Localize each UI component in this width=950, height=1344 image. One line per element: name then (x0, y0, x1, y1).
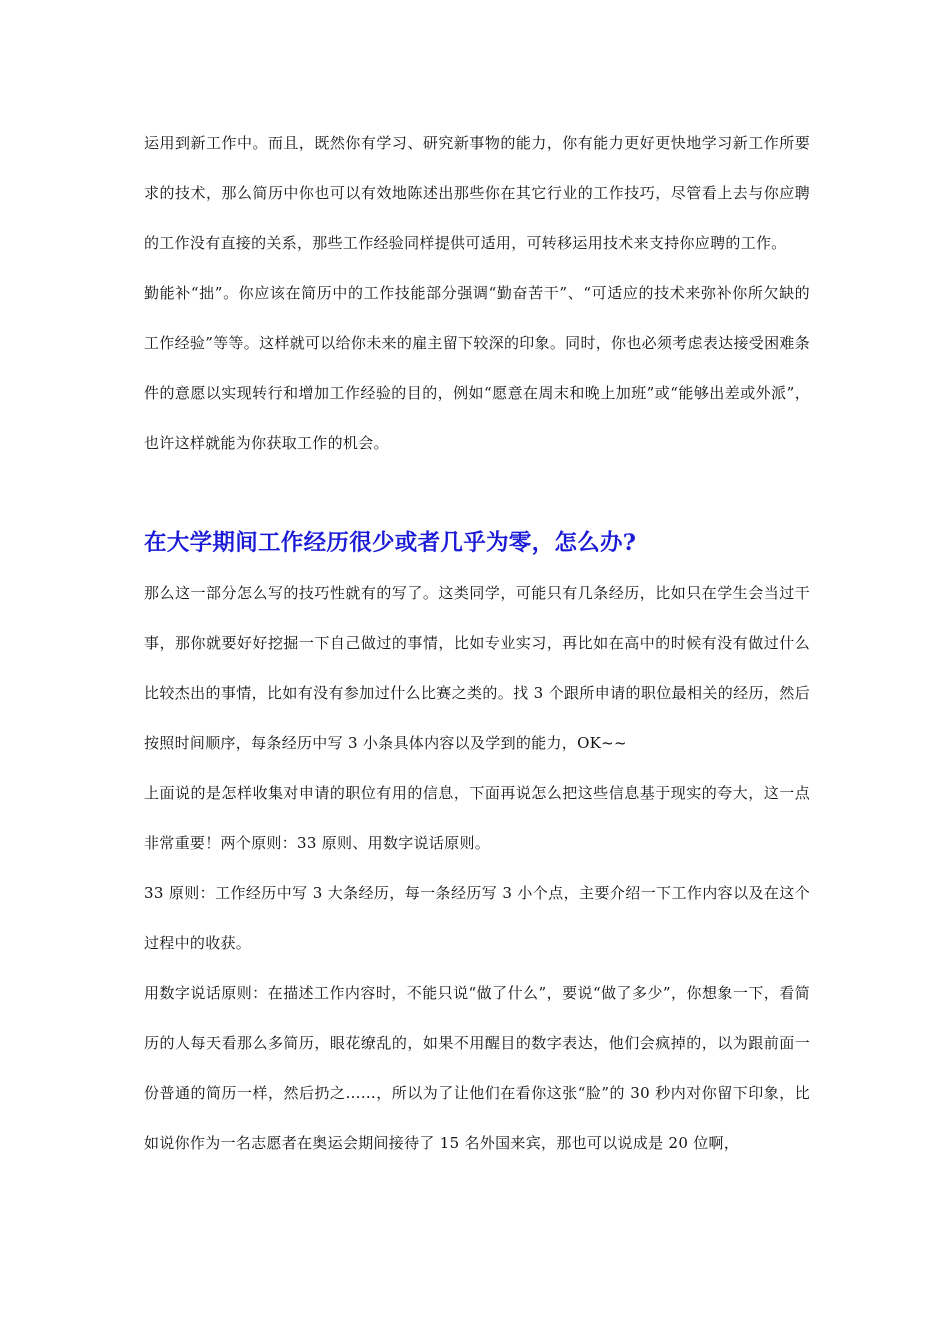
paragraph-few-experiences: 那么这一部分怎么写的技巧性就有的写了。这类同学，可能只有几条经历，比如只在学生会当过干事，那你就要好好挖掘一下自己做过的事情，比如专业实习，再比如在高中的时候有没有做过什么比较杰出的事情，比如有没有参加过什么比赛之类的。找 3 个跟所申请的职位最相关的经历，然后按照时间顺序，每条经历中写 3 小条具体内容以及学到的能力，OK~~ (144, 584, 810, 752)
paragraph-transferable-skills: 运用到新工作中。而且，既然你有学习、研究新事物的能力，你有能力更好更快地学习新工作所要求的技术，那么简历中你也可以有效地陈述出那些你在其它行业的工作技巧，尽管看上去与你应聘的工作没有直接的关系，那些工作经验同样提供可适用，可转移运用技术来支持你应聘的工作。 (144, 134, 810, 252)
section-spacer (144, 468, 810, 518)
paragraph-33-principle: 33 原则：工作经历中写 3 大条经历，每一条经历写 3 小个点，主要介绍一下工作内容以及在这个过程中的收获。 (144, 884, 810, 952)
document-body (144, 118, 810, 1168)
paragraph-two-principles: 上面说的是怎样收集对申请的职位有用的信息，下面再说怎么把这些信息基于现实的夸大，这一点非常重要！两个原则：33 原则、用数字说话原则。 (144, 784, 810, 852)
section-heading: 在大学期间工作经历很少或者几乎为零，怎么办? (144, 530, 637, 556)
paragraph-diligence: 勤能补“拙”。你应该在简历中的工作技能部分强调“勤奋苦干”、“可适应的技术来弥补你所欠缺的工作经验”等等。这样就可以给你未来的雇主留下较深的印象。同时，你也必须考虑表达接受困难条件的意愿以实现转行和增加工作经验的目的，例如“愿意在周末和晚上加班”或“能够出差或外派”，也许这样就能为你获取工作的机会。 (144, 284, 810, 452)
paragraph-numbers-principle: 用数字说话原则：在描述工作内容时，不能只说“做了什么”，要说“做了多少”，你想象一下，看简历的人每天看那么多简历，眼花缭乱的，如果不用醒目的数字表达，他们会疯掉的，以为跟前面一份普通的简历一样，然后扔之……，所以为了让他们在看你这张“脸”的 30 秒内对你留下印象，比如说你作为一名志愿者在奥运会期间接待了 15 名外国来宾，那也可以说成是 20 位啊， (144, 984, 810, 1152)
